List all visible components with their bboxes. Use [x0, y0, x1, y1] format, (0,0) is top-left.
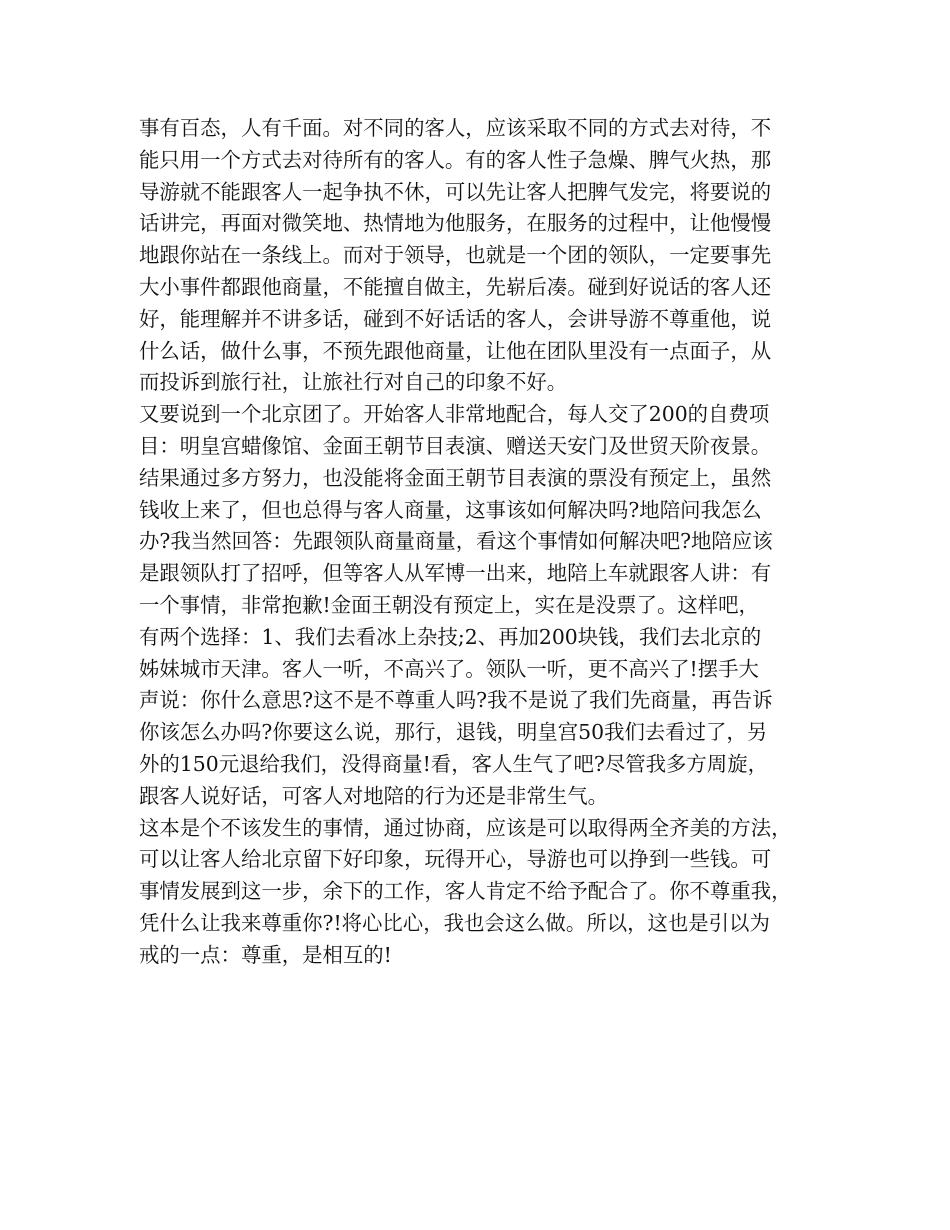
text-line: 你该怎么办吗?你要这么说，那行，退钱，明皇宫50我们去看过了，另 [139, 720, 768, 745]
text-line: 可以让客人给北京留下好印象，玩得开心，导游也可以挣到一些钱。可 [139, 847, 772, 872]
text-line: 戒的一点：尊重，是相互的! [139, 942, 392, 967]
text-line: 这本是个不该发生的事情，通过协商，应该是可以取得两全齐美的方法， [139, 815, 792, 840]
text-line: 好，能理解并不讲多话，碰到不好话话的客人，会讲导游不尊重他，说 [139, 306, 772, 331]
text-line: 地跟你站在一条线上。而对于领导，也就是一个团的领队，一定要事先 [139, 243, 772, 268]
text-line: 又要说到一个北京团了。开始客人非常地配合，每人交了200的自费项 [139, 402, 770, 427]
text-line: 一个事情，非常抱歉!金面王朝没有预定上，实在是没票了。这样吧， [139, 592, 759, 617]
body-text [139, 113, 829, 972]
text-line: 目：明皇宫蜡像馆、金面王朝节目表演、赠送天安门及世贸天阶夜景。 [139, 433, 772, 458]
text-line: 钱收上来了，但也总得与客人商量，这事该如何解决吗?地陪问我怎么 [139, 497, 762, 522]
text-line: 姊妹城市天津。客人一听，不高兴了。领队一听，更不高兴了!摆手大 [139, 656, 759, 681]
text-line: 话讲完，再面对微笑地、热情地为他服务，在服务的过程中，让他慢慢 [139, 211, 772, 236]
text-line: 是跟领队打了招呼，但等客人从军博一出来，地陪上车就跟客人讲：有 [139, 561, 772, 586]
text-line: 声说：你什么意思?这不是不尊重人吗?我不是说了我们先商量，再告诉 [139, 688, 773, 713]
text-line: 外的150元退给我们，没得商量!看，客人生气了吧?尽管我多方周旋， [139, 751, 768, 776]
text-line: 导游就不能跟客人一起争执不休，可以先让客人把脾气发完，将要说的 [139, 179, 772, 204]
text-line: 结果通过多方努力，也没能将金面王朝节目表演的票没有预定上，虽然 [139, 465, 772, 490]
text-line: 办?我当然回答：先跟领队商量商量，看这个事情如何解决吧?地陪应该 [139, 529, 773, 554]
text-line: 什么话，做什么事，不预先跟他商量，让他在团队里没有一点面子，从 [139, 338, 772, 363]
text-line: 凭什么让我来尊重你?!将心比心，我也会这么做。所以，这也是引以为 [139, 910, 770, 935]
text-line: 事有百态，人有千面。对不同的客人，应该采取不同的方式去对待，不 [139, 116, 772, 140]
text-line: 而投诉到旅行社，让旅社行对自己的印象不好。 [139, 370, 568, 395]
text-line: 大小事件都跟他商量，不能擅自做主，先崭后凑。碰到好说话的客人还 [139, 274, 772, 299]
text-line: 能只用一个方式去对待所有的客人。有的客人性子急燥、脾气火热，那 [139, 147, 772, 172]
text-line: 事情发展到这一步，余下的工作，客人肯定不给予配合了。你不尊重我， [139, 879, 792, 904]
text-line: 跟客人说好话，可客人对地陪的行为还是非常生气。 [139, 783, 608, 808]
text-line: 有两个选择：1、我们去看冰上杂技;2、再加200块钱，我们去北京的 [139, 624, 762, 649]
